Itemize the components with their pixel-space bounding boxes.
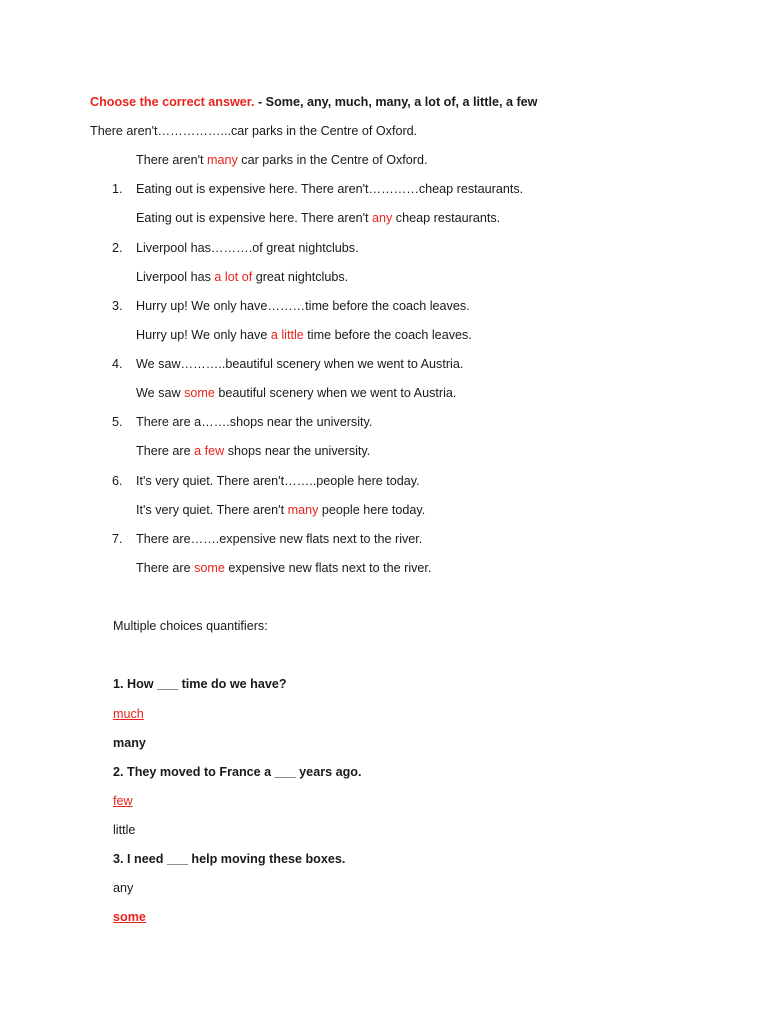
exercise-heading: [90, 94, 537, 110]
item-answer: Hurry up! We only have a little time before the coach leaves.: [136, 328, 472, 342]
item-question: We saw………..beautiful scenery when we went to Austria.: [136, 357, 464, 371]
item-answer: Liverpool has a lot of great nightclubs.: [136, 270, 349, 284]
answer-word: some: [184, 386, 215, 400]
item-number: 6.: [112, 474, 123, 488]
item-answer: It's very quiet. There aren't many people here today.: [136, 503, 426, 517]
example-question: There aren't……………...car parks in the Centre of Oxford.: [90, 124, 418, 138]
item-number: 2.: [112, 241, 123, 255]
answer-word: any: [372, 211, 393, 225]
mc-question: 1. How ___ time do we have?: [113, 677, 287, 691]
item-number: 5.: [112, 415, 123, 429]
answer-word: a little: [270, 328, 304, 342]
example-answer: There aren't many car parks in the Centre of Oxford.: [136, 153, 428, 167]
answer-word: some: [194, 561, 225, 575]
mc-correct-option: much: [113, 707, 144, 721]
mc-option: any: [113, 881, 134, 895]
item-answer: There are some expensive new flats next to the river.: [136, 561, 432, 575]
heading-instruction: Choose the correct answer.: [90, 95, 255, 109]
heading-word-list: - Some, any, much, many, a lot of, a little, a few: [254, 95, 538, 109]
item-number: 4.: [112, 357, 123, 371]
item-question: It's very quiet. There aren't……..people here today.: [136, 474, 420, 488]
item-number: 1.: [112, 182, 123, 196]
answer-word: a lot of: [214, 270, 253, 284]
answer-word: many: [287, 503, 319, 517]
item-answer: Eating out is expensive here. There aren't any cheap restaurants.: [136, 211, 501, 225]
item-question: Eating out is expensive here. There aren't…………cheap restaurants.: [136, 182, 524, 196]
answer-word: many: [207, 153, 238, 167]
mc-question: 3. I need ___ help moving these boxes.: [113, 852, 346, 866]
item-number: 7.: [112, 532, 123, 546]
item-question: There are a…….shops near the university.: [136, 415, 373, 429]
answer-word: a few: [194, 444, 225, 458]
item-answer: There are a few shops near the university.: [136, 444, 371, 458]
mc-option: little: [113, 823, 136, 837]
mc-question: 2. They moved to France a ___ years ago.: [113, 765, 362, 779]
mc-correct-option: some: [113, 910, 146, 924]
mc-option: many: [113, 736, 146, 750]
item-question: Liverpool has……….of great nightclubs.: [136, 241, 359, 255]
item-number: 3.: [112, 299, 123, 313]
item-question: There are…….expensive new flats next to the river.: [136, 532, 423, 546]
mc-heading: Multiple choices quantifiers:: [113, 619, 268, 633]
item-question: Hurry up! We only have………time before the coach leaves.: [136, 299, 470, 313]
item-answer: We saw some beautiful scenery when we went to Austria.: [136, 386, 457, 400]
mc-correct-option: few: [113, 794, 133, 808]
